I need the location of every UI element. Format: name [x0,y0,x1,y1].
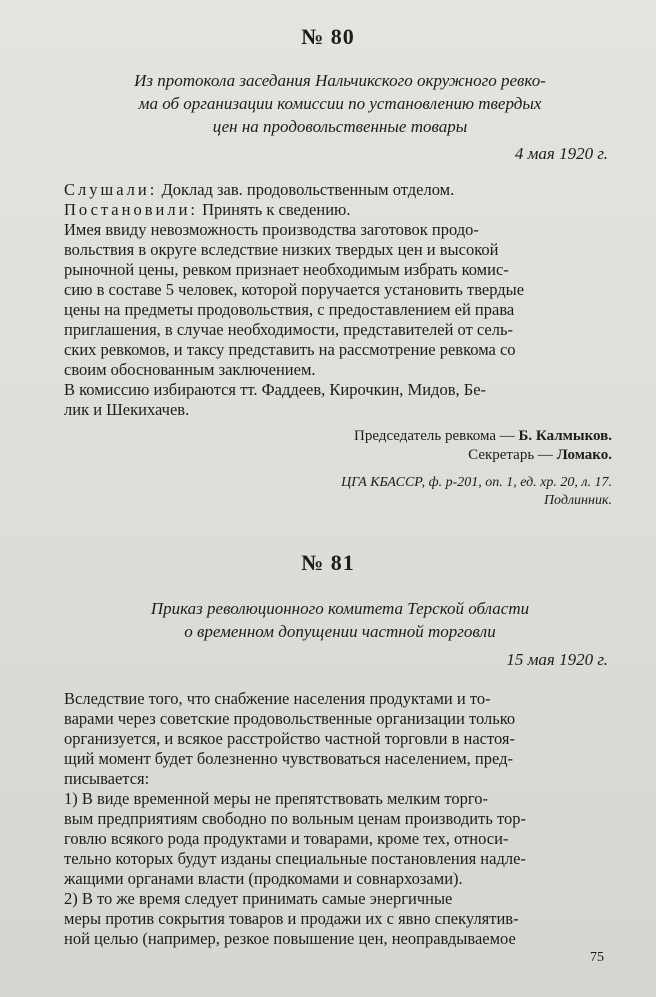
doc81-body-line-13: ной целью (например, резкое повышение цен, неоправдываемое [64,929,516,948]
doc81-body-line-2: варами через советские продовольственные организации только [64,709,516,728]
page-number: 75 [590,950,604,965]
doc80-chair-name: Б. Калмыков. [518,428,612,444]
doc80-title-line-1: Из протокола заседания Нальчикского окружного ревко- [134,71,546,90]
doc81-body-line-9: тельно которых будут изданы специальные постановления надле- [64,849,526,868]
doc80-resolved-label: Постановили: [64,200,198,219]
doc80-source-note: Подлинник. [543,493,612,508]
doc81-date: 15 мая 1920 г. [506,650,608,669]
doc80-number: № 80 [301,24,355,49]
doc80-body-line-5: цены на предметы продовольствия, с предоставлением ей права [64,300,515,319]
doc81-body-line-3: организуется, и всякое расстройство частной торговли в настоя- [64,729,516,748]
doc80-body-line-1: Имея ввиду невозможность производства заготовок продо- [64,220,479,239]
doc80-body-line-8: своим обоснованным заключением. [64,360,316,379]
doc80-resolved-text: Принять к сведению. [202,200,351,219]
doc80-body-line-7: ских ревкомов, и таксу представить на рассмотрение ревкома со [64,340,516,359]
doc80-heard-label: Слушали: [64,180,158,199]
doc80-chair-role: Председатель ревкома — [354,428,515,444]
doc80-body-line-2: вольствия в округе вследствие низких твердых цен и высокой [64,240,499,259]
doc80-secretary-name: Ломако. [556,447,612,463]
doc81-body-line-7: вым предприятиям свободно по вольным ценам производить тор- [64,809,526,828]
doc80-body-line-6: приглашения, в случае необходимости, представителей от сель- [64,320,514,339]
doc80-title-line-3: цен на продовольственные товары [212,117,468,136]
doc81-body-line-11: 2) В то же время следует принимать самые энергичные [64,889,453,908]
doc80-secretary-signature [468,447,612,464]
doc80-chair-signature [354,428,612,445]
doc80-heard-text: Доклад зав. продовольственным отделом. [161,180,455,199]
doc80-source: ЦГА КБАССР, ф. р-201, оп. 1, ед. хр. 20, л. 17. [341,475,612,490]
doc81-body-line-10: жащими органами власти (продкомами и совнархозами). [64,869,463,888]
doc81-body-line-5: писывается: [64,769,150,788]
doc81-number: № 81 [301,550,355,575]
doc81-body-line-6: 1) В виде временной меры не препятствовать мелким торго- [64,789,488,808]
doc80-secretary-role: Секретарь — [468,447,553,463]
doc81-body-line-1: Вследствие того, что снабжение населения продуктами и то- [64,689,491,708]
doc81-title-line-2: о временном допущении частной торговли [184,622,496,641]
doc81-title-line-1: Приказ революционного комитета Терской области [150,599,530,618]
doc80-heard-line [64,180,454,200]
doc80-title-line-2: ма об организации комиссии по установлению твердых [138,94,542,113]
doc80-body-line-4: сию в составе 5 человек, которой поручается установить твердые [64,280,525,299]
doc80-body-line-3: рыночной цены, ревком признает необходимым избрать комис- [64,260,509,279]
doc80-resolved-line [64,200,351,220]
doc80-body-line-10: лик и Шекихачев. [64,400,190,419]
doc81-body-line-8: говлю всякого рода продуктами и товарами, кроме тех, относи- [64,829,509,848]
doc81-body-line-4: щий момент будет болезненно чувствоваться населением, пред- [64,749,513,768]
doc81-body-line-12: меры против сокрытия товаров и продажи их с явно спекулятив- [64,909,519,928]
doc80-body-line-9: В комиссию избираются тт. Фаддеев, Кирочкин, Мидов, Бе- [64,380,487,399]
doc80-date: 4 мая 1920 г. [514,144,608,163]
